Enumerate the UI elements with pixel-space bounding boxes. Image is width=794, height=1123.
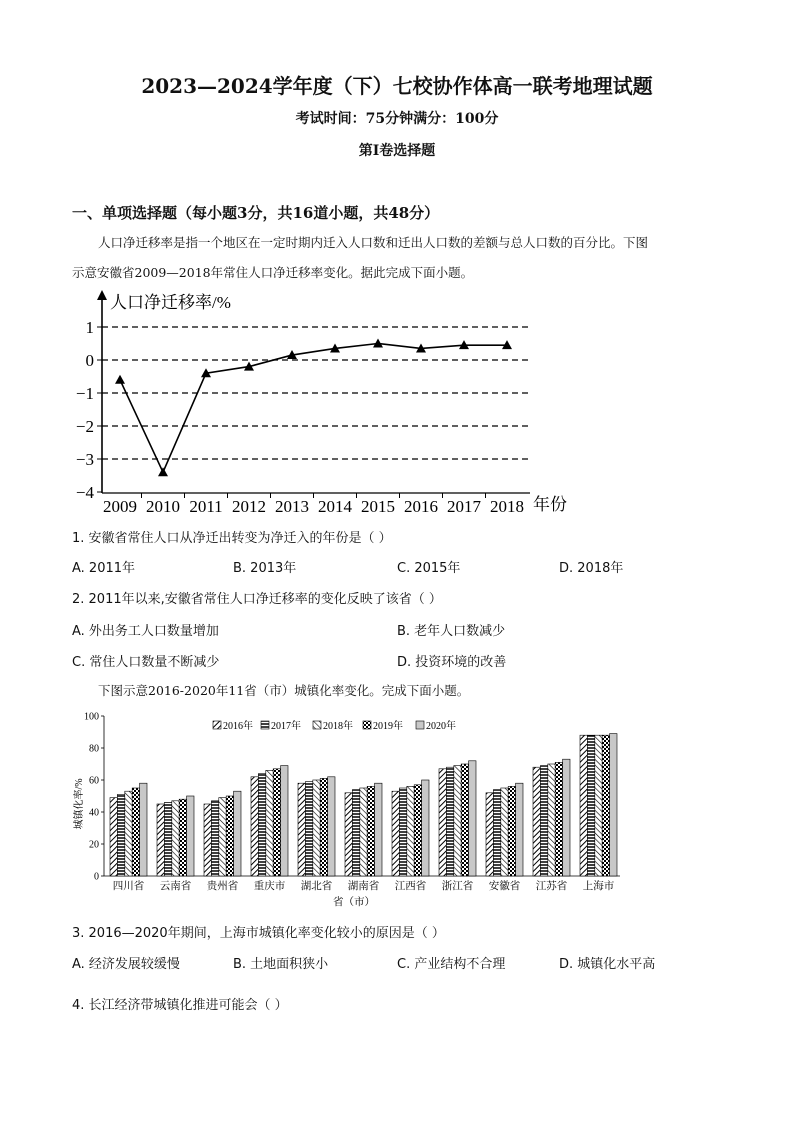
bar: [179, 799, 186, 876]
x-tick-label: 2016: [404, 497, 438, 516]
bar: [328, 777, 335, 876]
q1-option-b[interactable]: B. 2013年: [233, 561, 297, 576]
bar: [187, 796, 194, 876]
bar: [345, 793, 352, 876]
bar: [226, 796, 233, 876]
x-tick-label: 上海市: [582, 881, 615, 892]
x-tick-label: 2011: [189, 497, 223, 516]
x-axis-title: 年份: [533, 495, 567, 514]
q3-option-d[interactable]: D. 城镇化水平高: [559, 957, 656, 972]
legend-label: 2017年: [271, 721, 301, 732]
bar: [580, 735, 587, 876]
bar: [446, 767, 453, 876]
y-tick-label: −3: [75, 450, 94, 469]
bar: [414, 785, 421, 876]
intro-paragraph: [72, 228, 722, 288]
bar: [501, 788, 508, 876]
data-point-marker: [373, 339, 383, 348]
bar: [454, 766, 461, 876]
bar: [563, 759, 570, 876]
bar: [360, 788, 367, 876]
bar: [251, 777, 258, 876]
legend-swatch: [313, 721, 321, 729]
bar: [164, 802, 171, 876]
x-tick-label: 2013: [275, 497, 309, 516]
bar: [273, 769, 280, 876]
x-tick-label: 2015: [361, 497, 395, 516]
x-tick-label: 湖南省: [347, 881, 380, 892]
legend-label: 2020年: [426, 721, 456, 732]
x-tick-label: 浙江省: [441, 881, 474, 892]
q1-option-a[interactable]: A. 2011年: [72, 561, 136, 576]
x-tick-label: 江苏省: [535, 881, 568, 892]
x-tick-label: 贵州省: [206, 881, 239, 892]
y-axis-title: 城镇化率/%: [74, 778, 85, 830]
x-tick-label: 2012: [232, 497, 266, 516]
bar: [461, 764, 468, 876]
q1-option-c[interactable]: C. 2015年: [397, 561, 461, 576]
bar: [399, 788, 406, 876]
question-4: 4. 长江经济带城镇化推进可能会（ ）: [72, 998, 288, 1013]
y-tick-label: −1: [75, 384, 94, 403]
legend-label: 2018年: [323, 721, 353, 732]
bar: [157, 804, 164, 876]
bar: [110, 798, 117, 876]
question-3: 3. 2016—2020年期间，上海市城镇化率变化较小的原因是（ ）: [72, 926, 445, 941]
bar: [493, 790, 500, 876]
bar: [375, 783, 382, 876]
y-tick-label: 1: [85, 318, 94, 337]
bar: [392, 791, 399, 876]
bar: [540, 766, 547, 876]
legend-swatch: [416, 721, 424, 729]
bar: [508, 786, 515, 876]
x-tick-label: 2010: [146, 497, 180, 516]
x-tick-label: 2009: [103, 497, 137, 516]
bar: [516, 783, 523, 876]
legend-swatch: [261, 721, 269, 729]
question-1: 1. 安徽省常住人口从净迁出转变为净迁入的年份是（ ）: [72, 531, 392, 546]
x-tick-label: 2014: [318, 497, 352, 516]
bar: [298, 783, 305, 876]
legend-label: 2016年: [223, 721, 253, 732]
y-tick-label: 40: [89, 807, 99, 819]
y-axis-arrow: [97, 290, 107, 300]
bar: [469, 761, 476, 876]
bar: [602, 735, 609, 876]
series-line: [120, 344, 507, 473]
q2-option-a[interactable]: A. 外出务工人口数量增加: [72, 624, 219, 639]
legend-swatch: [213, 721, 221, 729]
bar: [211, 801, 218, 876]
bar: [313, 780, 320, 876]
q2-option-c[interactable]: C. 常住人口数量不断减少: [72, 655, 220, 670]
bar: [132, 788, 139, 876]
bar: [407, 786, 414, 876]
bar: [172, 801, 179, 876]
data-point-marker: [158, 467, 168, 476]
bar: [555, 762, 562, 876]
q1-option-d[interactable]: D. 2018年: [559, 561, 624, 576]
urbanization-bar-chart: [68, 708, 628, 913]
y-tick-label: 100: [84, 711, 99, 723]
q3-option-b[interactable]: B. 土地面积狭小: [233, 957, 329, 972]
intro-paragraph-2: [72, 676, 722, 706]
bar: [610, 734, 617, 876]
q3-option-a[interactable]: A. 经济发展较缓慢: [72, 957, 180, 972]
exam-title: 2023—2024学年度（下）七校协作体高一联考地理试题: [141, 74, 653, 98]
legend-swatch: [363, 721, 371, 729]
bar: [258, 774, 265, 876]
bar: [548, 764, 555, 876]
q3-option-c[interactable]: C. 产业结构不合理: [397, 957, 506, 972]
y-tick-label: −2: [75, 417, 94, 436]
part-heading: 一、单项选择题（每小题3分，共16道小题，共48分）: [72, 204, 440, 222]
x-tick-label: 江西省: [394, 881, 427, 892]
bar: [595, 735, 602, 876]
bar: [204, 804, 211, 876]
legend-label: 2019年: [373, 721, 403, 732]
exam-info: 考试时间：75分钟满分：100分: [295, 111, 499, 127]
bar: [281, 766, 288, 876]
migration-line-chart: [70, 288, 590, 518]
q2-option-d[interactable]: D. 投资环境的改善: [397, 655, 507, 670]
y-tick-label: 80: [89, 743, 99, 755]
bar: [533, 767, 540, 876]
section-title: 第Ⅰ卷选择题: [358, 143, 436, 159]
intro2-text: 下图示意2016-2020年11省（市）城镇化率变化。完成下面小题。: [98, 683, 470, 698]
x-tick-label: 安徽省: [488, 881, 521, 892]
bar: [587, 735, 594, 876]
intro-line-1: 人口净迁移率是指一个地区在一定时期内迁入人口数和迁出人口数的差额与总人口数的百分比。下图: [98, 235, 649, 250]
x-tick-label: 2017: [447, 497, 481, 516]
question-2: 2. 2011年以来,安徽省常住人口净迁移率的变化反映了该省（ ）: [72, 592, 442, 607]
bar: [486, 793, 493, 876]
y-tick-label: −4: [75, 483, 94, 502]
bar: [219, 798, 226, 876]
y-tick-label: 20: [89, 839, 99, 851]
y-tick-label: 60: [89, 775, 99, 787]
bar: [320, 778, 327, 876]
bar: [422, 780, 429, 876]
x-axis-title: 省（市）: [333, 897, 375, 908]
y-axis-title: 人口净迁移率/%: [110, 293, 231, 312]
bar: [439, 769, 446, 876]
intro-line-2: 示意安徽省2009—2018年常住人口净迁移率变化。据此完成下面小题。: [72, 265, 474, 280]
y-tick-label: 0: [85, 351, 94, 370]
bar: [140, 783, 147, 876]
q2-option-b[interactable]: B. 老年人口数减少: [397, 624, 506, 639]
bar: [266, 770, 273, 876]
bar: [117, 794, 124, 876]
bar: [125, 791, 132, 876]
x-tick-label: 重庆市: [253, 881, 286, 892]
bar: [367, 786, 374, 876]
bar: [234, 791, 241, 876]
y-tick-label: 0: [94, 871, 99, 883]
data-point-marker: [115, 375, 125, 384]
x-tick-label: 云南省: [159, 881, 192, 892]
bar: [352, 790, 359, 876]
x-tick-label: 湖北省: [300, 881, 333, 892]
x-tick-label: 2018: [490, 497, 524, 516]
x-tick-label: 四川省: [112, 881, 145, 892]
bar: [305, 782, 312, 876]
